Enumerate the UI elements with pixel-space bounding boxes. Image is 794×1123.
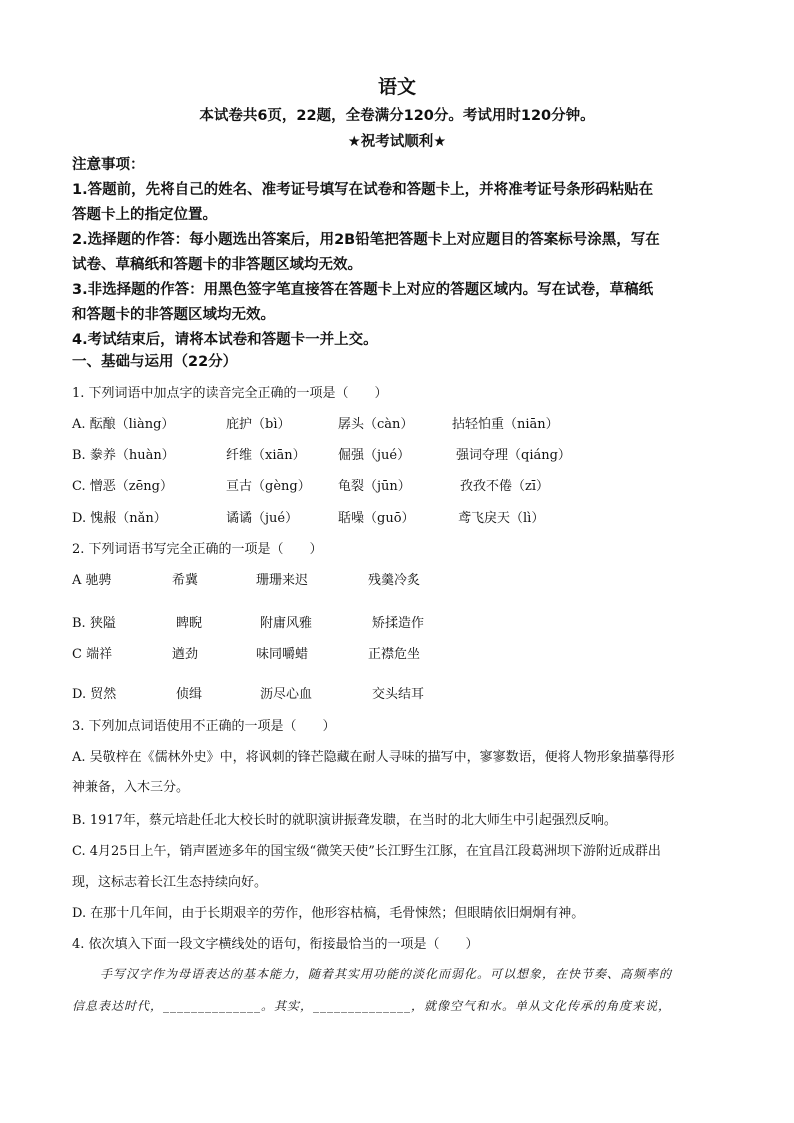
instruction-line: 答题卡上的指定位置。	[72, 207, 217, 223]
q2-option-d-3: 沥尽心血	[260, 687, 313, 702]
question-2-stem: 2. 下列词语书写完全正确的一项是（ ）	[72, 542, 323, 557]
q2-option-d-4: 交头结耳	[372, 687, 425, 702]
instruction-line: 1.答题前，先将自己的姓名、准考证号填写在试卷和答题卡上，并将准考证号条形码粘贴在	[72, 182, 654, 198]
q1-option-a-3: 孱头（càn）	[338, 417, 414, 432]
instruction-line: 试卷、草稿纸和答题卡的非答题区域均无效。	[72, 257, 362, 273]
q2-option-a-1: A 驰骋	[72, 573, 112, 588]
q1-option-a-4: 拈轻怕重（niān）	[452, 417, 559, 432]
instruction-line: 4.考试结束后，请将本试卷和答题卡一并上交。	[72, 332, 378, 348]
q4-passage-line1: 手写汉字作为母语表达的基本能力，随着其实用功能的淡化而弱化。可以想象，在快节奏、高频率的	[100, 967, 673, 981]
q1-option-b-2: 纤维（xiān）	[226, 448, 306, 463]
q2-option-b-2: 睥睨	[176, 616, 203, 631]
q1-option-d-3: 聒噪（guō）	[338, 511, 415, 526]
question-3-stem: 3. 下列加点词语使用不正确的一项是（ ）	[72, 719, 336, 734]
page-title: 语文	[377, 76, 416, 98]
instruction-line: 2.选择题的作答：每小题选出答案后，用2B铅笔把答题卡上对应题目的答案标号涂黑，写在	[72, 232, 660, 248]
q1-option-c-2: 亘古（gèng）	[226, 479, 311, 494]
q2-option-d-1: D. 贸然	[72, 687, 117, 702]
q1-option-a-2: 庇护（bì）	[226, 417, 291, 432]
exam-info: 本试卷共6页，22题，全卷满分120分。考试用时120分钟。	[199, 108, 595, 124]
q2-option-c-1: C 端祥	[72, 647, 113, 662]
q3-option-c-line2: 现，这标志着长江生态持续向好。	[72, 875, 268, 890]
q1-option-d-4: 鸢飞戾天（lì）	[458, 511, 545, 526]
q1-option-b-1: B. 豢养（huàn）	[72, 448, 175, 463]
q2-option-a-2: 希冀	[172, 573, 199, 588]
q1-option-a-1: A. 酝酿（liàng）	[72, 417, 175, 432]
q2-option-d-2: 侦缉	[176, 687, 203, 702]
q2-option-b-3: 附庸风雅	[260, 616, 313, 631]
q1-option-c-4: 孜孜不倦（zī）	[460, 479, 550, 494]
section-heading: 一、基础与运用（22分）	[72, 354, 238, 370]
q1-option-c-3: 龟裂（jūn）	[338, 479, 411, 494]
q3-option-a-line1: A. 吴敬梓在《儒林外史》中，将讽刺的锋芒隐藏在耐人寻味的描写中，寥寥数语，便将人物形象描摹得形	[72, 750, 675, 765]
q2-option-c-2: 遒劲	[172, 647, 199, 662]
instruction-line: 和答题卡的非答题区域均无效。	[72, 307, 275, 323]
q3-option-a-line2: 神兼备，入木三分。	[72, 780, 190, 795]
q1-option-b-4: 强词夺理（qiáng）	[456, 448, 571, 463]
instruction-line: 3.非选择题的作答：用黑色签字笔直接答在答题卡上对应的答题区域内。写在试卷，草稿纸	[72, 282, 654, 298]
q3-option-b: B. 1917年，蔡元培赴任北大校长时的就职演讲振聋发聩，在当时的北大师生中引起强烈反响。	[72, 813, 617, 828]
q1-option-c-1: C. 憎恶（zēng）	[72, 479, 173, 494]
q2-option-c-4: 正襟危坐	[368, 647, 421, 662]
good-luck-line: ★祝考试顺利★	[347, 134, 447, 150]
question-1-stem: 1. 下列词语中加点字的读音完全正确的一项是（ ）	[72, 386, 388, 401]
q2-option-b-1: B. 狭隘	[72, 616, 116, 631]
q4-passage-line2: 信息表达时代，______________。其实，______________，就像空气和水。单从文化传承的角度来说，	[72, 999, 672, 1013]
q2-option-a-4: 残羹冷炙	[368, 573, 421, 588]
q1-option-d-2: 谲谲（jué）	[226, 511, 299, 526]
q1-option-d-1: D. 愧赧（nǎn）	[72, 511, 167, 526]
q2-option-c-3: 味同嚼蜡	[256, 647, 309, 662]
q3-option-c-line1: C. 4月25日上午，销声匿迹多年的国宝级“微笑天使”长江野生江豚，在宜昌江段葛洲坝下游附近成群出	[72, 844, 661, 859]
q2-option-b-4: 矫揉造作	[372, 616, 425, 631]
question-4-stem: 4. 依次填入下面一段文字横线处的语句，衔接最恰当的一项是（ ）	[72, 937, 479, 952]
instructions-heading: 注意事项：	[72, 157, 145, 173]
instructions	[72, 153, 732, 353]
q3-option-d: D. 在那十几年间，由于长期艰辛的劳作，他形容枯槁，毛骨悚然；但眼睛依旧炯炯有神。	[72, 906, 585, 921]
q2-option-a-3: 珊珊来迟	[256, 573, 309, 588]
q1-option-b-3: 倔强（jué）	[338, 448, 411, 463]
